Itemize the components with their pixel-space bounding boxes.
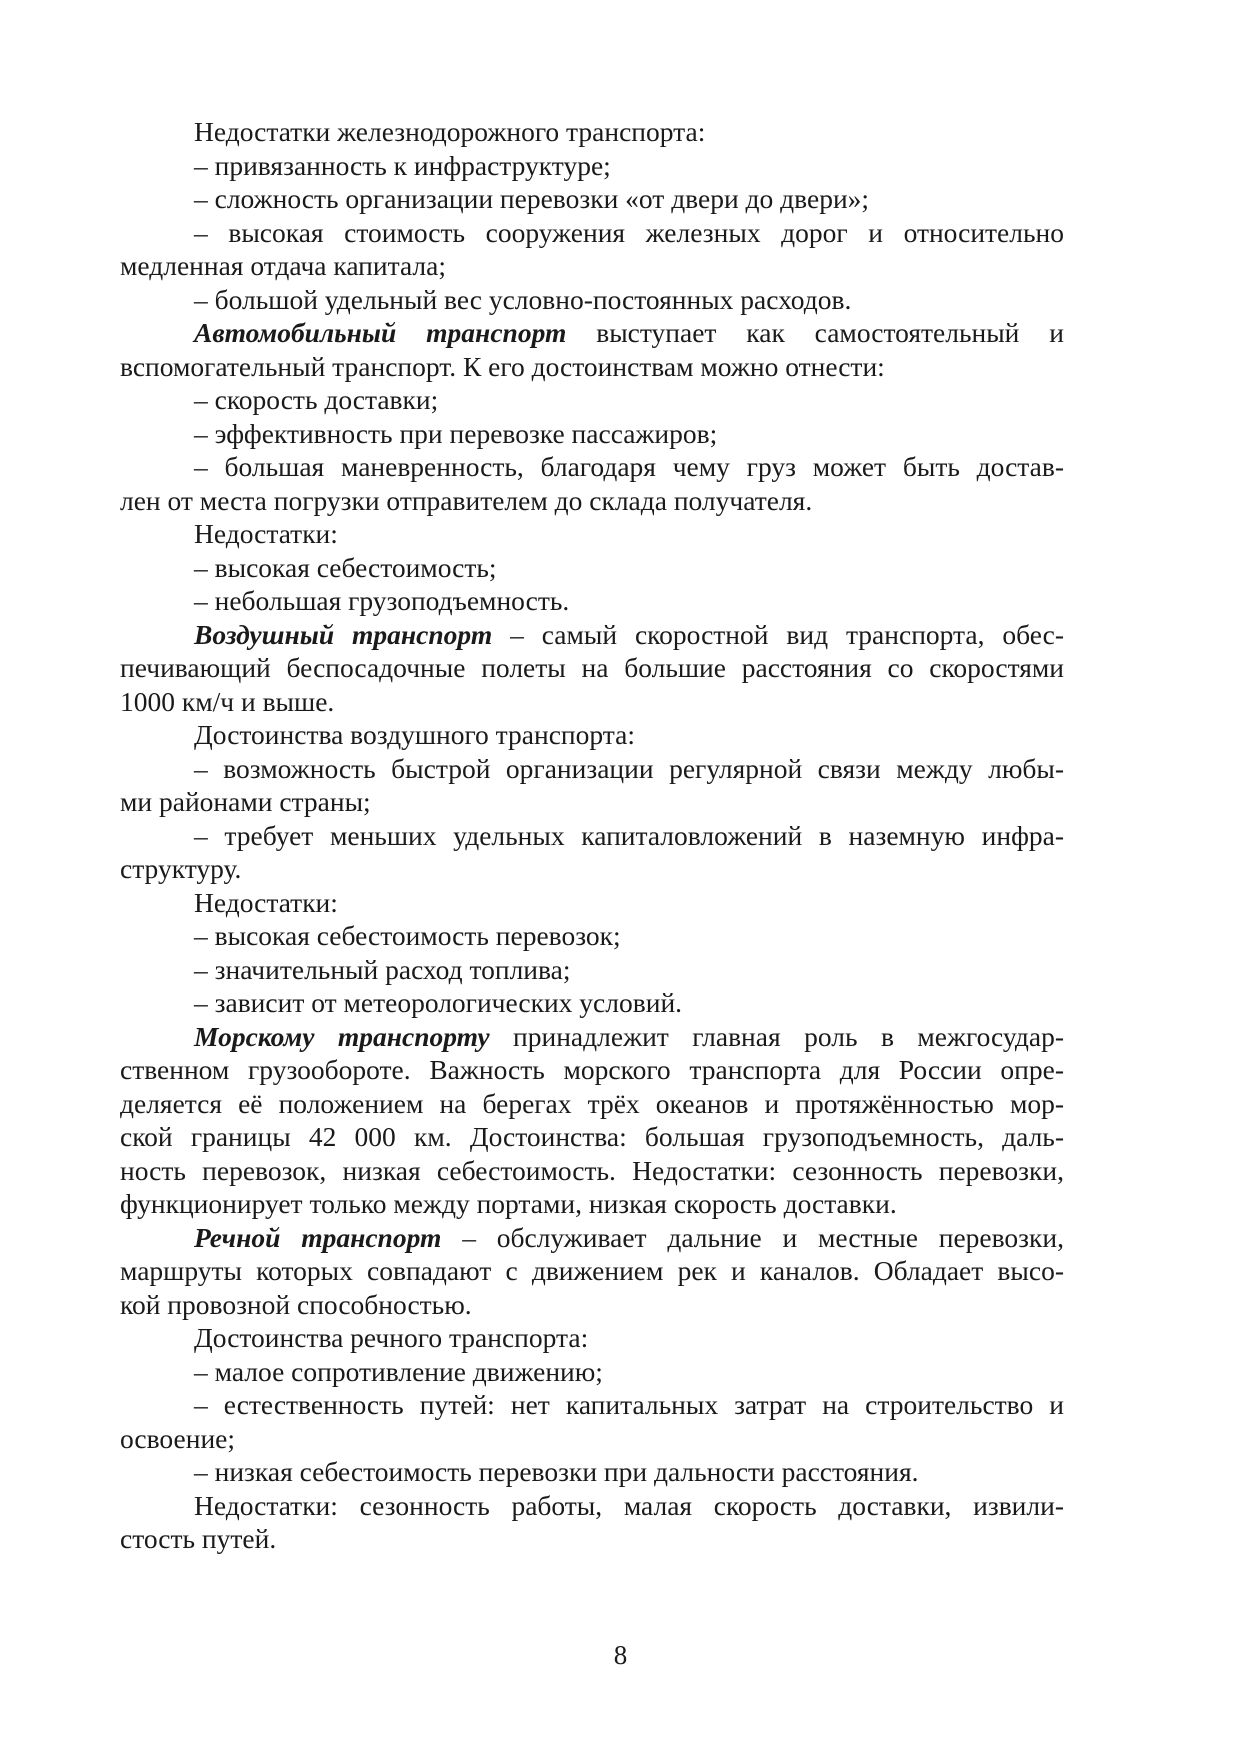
paragraph-p17 (120, 886, 1064, 920)
paragraph-p14 (120, 718, 1064, 752)
line-text: – небольшая грузоподъемность. (194, 585, 570, 616)
line-text: маршруты которых совпадают с движением рек и каналов. Обладает высо- (120, 1255, 1064, 1286)
paragraph-p27 (120, 1489, 1064, 1556)
paragraph-p4 (120, 216, 1064, 283)
line-text: медленная отдача капитала; (120, 250, 446, 281)
text-line (120, 718, 1064, 752)
line-text: Недостатки: сезонность работы, малая скорость доставки, извили- (194, 1489, 1064, 1521)
paragraph-p11 (120, 551, 1064, 585)
line-text: Недостатки: (194, 518, 338, 549)
paragraph-p21 (120, 1020, 1064, 1221)
text-line (120, 1288, 1064, 1322)
text-line (120, 1422, 1064, 1456)
paragraph-p20 (120, 986, 1064, 1020)
text-line (120, 551, 1064, 585)
line-text: структуру. (120, 853, 242, 884)
line-text: – сложность организации перевозки «от двери до двери»; (194, 183, 870, 214)
text-line (120, 584, 1064, 618)
text-line (120, 1489, 1064, 1523)
line-text: кой провозной способностью. (120, 1288, 472, 1320)
emphasized-term: Речной транспорт (194, 1221, 442, 1253)
text-line (120, 115, 1064, 149)
line-text: – высокая стоимость сооружения железных дорог и относительно (194, 216, 1064, 248)
text-line (120, 1388, 1064, 1422)
line-text: Достоинства воздушного транспорта: (194, 719, 635, 750)
text-line (120, 417, 1064, 451)
line-text: ми районами страны; (120, 786, 371, 817)
line-text: 1000 км/ч и выше. (120, 685, 335, 717)
line-text: – скорость доставки; (194, 384, 439, 415)
line-text: – зависит от метеорологических условий. (194, 987, 683, 1018)
line-text: – требует меньших удельных капиталовложений в наземную инфра- (194, 819, 1064, 851)
text-line (120, 785, 1064, 819)
text-line (120, 1020, 1064, 1054)
page-number: 8 (613, 1640, 628, 1670)
emphasized-term: Автомобильный транспорт (194, 317, 567, 348)
line-text: функционирует только между портами, низкая скорость доставки. (120, 1188, 897, 1219)
emphasized-term: Морскому транспорту (194, 1020, 490, 1052)
text-line (120, 149, 1064, 183)
line-text: деляется её положением на берегах трёх океанов и протяжённостью мор- (120, 1087, 1064, 1119)
line-text: – низкая себестоимость перевозки при дальности расстояния. (194, 1456, 919, 1487)
line-text: – большой удельный вес условно-постоянных расходов. (194, 283, 852, 315)
line-text: лен от места погрузки отправителем до склада получателя. (120, 484, 813, 516)
text-line (120, 819, 1064, 853)
text-line (120, 517, 1064, 551)
paragraph-p16 (120, 819, 1064, 886)
paragraph-p19 (120, 953, 1064, 987)
line-text: ской границы 42 000 км. Достоинства: большая грузоподъемность, даль- (120, 1121, 1064, 1152)
text-line (120, 1221, 1064, 1255)
paragraph-p1 (120, 115, 1064, 149)
text-line (120, 249, 1064, 283)
line-text: – привязанность к инфраструктуре; (194, 149, 611, 181)
paragraph-p6 (120, 316, 1064, 383)
line-text: вспомогательный транспорт. К его достоинствам можно отнести: (120, 350, 885, 382)
paragraph-p9 (120, 450, 1064, 517)
text-line (120, 1355, 1064, 1389)
line-text: – большая маневренность, благодаря чему груз может быть достав- (194, 451, 1064, 482)
body-text (120, 115, 1064, 1556)
text-line (120, 1187, 1064, 1221)
line-text: ность перевозок, низкая себестоимость. Недостатки: сезонность перевозки, (120, 1154, 1064, 1186)
paragraph-p10 (120, 517, 1064, 551)
line-text: принадлежит главная роль в межгосудар- (489, 1020, 1064, 1052)
paragraph-p22 (120, 1221, 1064, 1322)
text-line (120, 484, 1064, 518)
text-line (120, 1455, 1064, 1489)
text-line (120, 1120, 1064, 1154)
line-text: – высокая себестоимость перевозок; (194, 920, 621, 951)
paragraph-p18 (120, 919, 1064, 953)
paragraph-p2 (120, 149, 1064, 183)
line-text: печивающий беспосадочные полеты на большие расстояния со скоростями (120, 652, 1064, 683)
text-line (120, 450, 1064, 484)
paragraph-p8 (120, 417, 1064, 451)
text-line (120, 685, 1064, 719)
text-line (120, 919, 1064, 953)
line-text: Недостатки: (194, 886, 338, 918)
paragraph-p12 (120, 584, 1064, 618)
line-text: Недостатки железнодорожного транспорта: (194, 116, 706, 147)
line-text: – естественность путей: нет капитальных затрат на строительство и (194, 1389, 1064, 1420)
text-line (120, 953, 1064, 987)
paragraph-p7 (120, 383, 1064, 417)
line-text: – возможность быстрой организации регулярной связи между любы- (194, 752, 1064, 784)
line-text: – самый скоростной вид транспорта, обес- (492, 618, 1065, 650)
paragraph-p23 (120, 1321, 1064, 1355)
text-line (120, 350, 1064, 384)
text-line (120, 1053, 1064, 1087)
line-text: Достоинства речного транспорта: (194, 1322, 589, 1353)
text-line (120, 216, 1064, 250)
text-line (120, 182, 1064, 216)
line-text: стость путей. (120, 1523, 277, 1554)
text-line (120, 651, 1064, 685)
text-line (120, 752, 1064, 786)
text-line (120, 986, 1064, 1020)
line-text: – обслуживает дальние и местные перевозки, (441, 1221, 1064, 1253)
text-line (120, 1087, 1064, 1121)
paragraph-p25 (120, 1388, 1064, 1455)
text-line (120, 618, 1064, 652)
paragraph-p24 (120, 1355, 1064, 1389)
text-line (120, 316, 1064, 350)
line-text: выступает как самостоятельный и (566, 317, 1064, 348)
text-line (120, 1154, 1064, 1188)
line-text: – значительный расход топлива; (194, 953, 571, 985)
paragraph-p3 (120, 182, 1064, 216)
paragraph-p15 (120, 752, 1064, 819)
line-text: освоение; (120, 1422, 236, 1454)
line-text: ственном грузообороте. Важность морского транспорта для России опре- (120, 1054, 1064, 1085)
line-text: – высокая себестоимость; (194, 551, 497, 583)
text-line (120, 283, 1064, 317)
text-line (120, 1321, 1064, 1355)
paragraph-p5 (120, 283, 1064, 317)
line-text: – эффективность при перевозке пассажиров; (194, 417, 718, 449)
text-line (120, 886, 1064, 920)
text-line (120, 383, 1064, 417)
paragraph-p13 (120, 618, 1064, 719)
emphasized-term: Воздушный транспорт (194, 618, 493, 650)
line-text: – малое сопротивление движению; (194, 1355, 603, 1387)
text-line (120, 1522, 1064, 1556)
text-line (120, 852, 1064, 886)
text-line (120, 1254, 1064, 1288)
paragraph-p26 (120, 1455, 1064, 1489)
